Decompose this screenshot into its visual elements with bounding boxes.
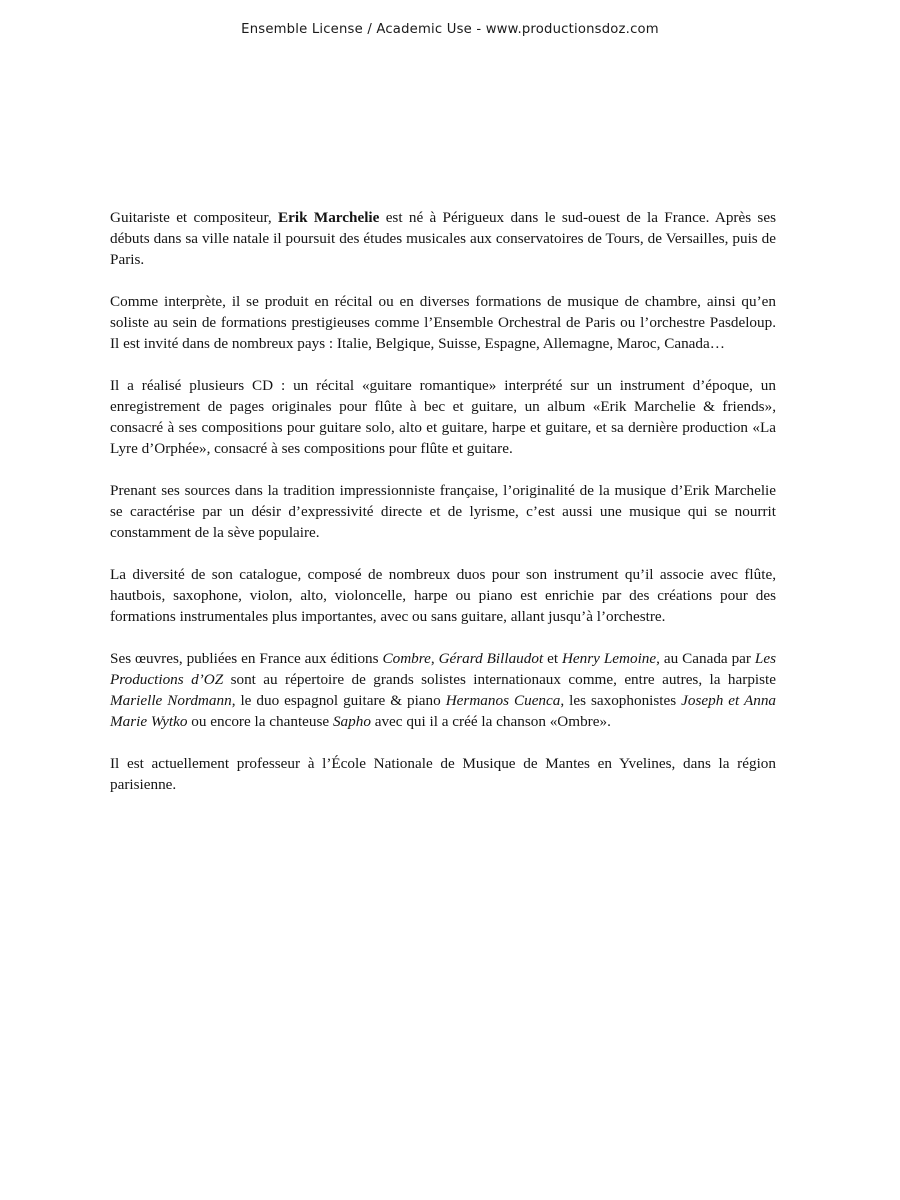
bio-paragraph-recordings: Il a réalisé plusieurs CD : un récital «guitare romantique» interprété sur un instrument d’époque, un enregistrement de pages originales pour flûte à bec et guitare, un album «Erik Marchelie & friends», consacré à ses compositions pour guitare solo, alto et guitare, harpe et guitare, et sa dernière production «La Lyre d’Orphée», consacré à ses compositions pour flûte et guitare.	[110, 377, 776, 457]
bio-paragraph-origins	[110, 207, 776, 270]
bio-paragraph-style: Prenant ses sources dans la tradition impressionniste française, l’originalité de la musique d’Erik Marchelie se caractérise par un désir d’expressivité directe et de lyrisme, c’est aussi une musique qui se nourrit constamment de la sève populaire.	[110, 482, 776, 541]
publisher-name: Les Productions d’OZ	[110, 650, 776, 688]
text: Ses œuvres, publiées en France aux éditions	[110, 650, 383, 667]
performer-name: Hermanos Cuenca	[445, 692, 561, 709]
text: ou encore la chanteuse	[187, 713, 333, 730]
performer-name: Sapho	[332, 713, 371, 730]
publisher-name: Gérard Billaudot	[438, 650, 544, 667]
bio-paragraph-performer: Comme interprète, il se produit en récital ou en diverses formations de musique de chambre, ainsi qu’en soliste au sein de formations prestigieuses comme l’Ensemble Orchestral de Paris ou l’orchestre Pasdeloup. Il est invité dans de nombreux pays : Italie, Belgique, Suisse, Espagne, Allemagne, Maroc, Canada…	[110, 293, 776, 352]
bio-paragraph-catalogue: La diversité de son catalogue, composé de nombreux duos pour son instrument qu’il associe avec flûte, hautbois, saxophone, violon, alto, violoncelle, harpe ou piano est enrichie par des créations pour des formations instrumentales plus importantes, avec ou sans guitare, allant jusqu’à l’orchestre.	[110, 566, 776, 625]
performer-name: Joseph et Anna Marie Wytko	[110, 692, 777, 730]
text: avec qui il a créé la chanson «Ombre».	[370, 713, 611, 730]
text: et	[543, 650, 562, 667]
license-header: Ensemble License / Academic Use - www.productionsdoz.com	[241, 22, 659, 37]
text: ,	[430, 650, 439, 667]
text: , le duo espagnol guitare & piano	[231, 692, 446, 709]
publisher-name: Henry Lemoine	[561, 650, 657, 667]
publisher-name: Combre	[382, 650, 431, 667]
text: Guitariste et compositeur,	[110, 209, 279, 226]
text: est né à Périgueux dans le sud-ouest de la France. Après ses débuts dans sa ville natale il poursuit des études musicales aux conservatoires de Tours, de Versailles, puis de Paris.	[110, 209, 776, 268]
bio-paragraph-publishers	[110, 648, 776, 732]
text: , au Canada par	[656, 650, 755, 667]
text: sont au répertoire de grands solistes internationaux comme, entre autres, la harpiste	[223, 671, 776, 688]
composer-name: Erik Marchelie	[278, 209, 380, 226]
text: , les saxophonistes	[560, 692, 682, 709]
bio-paragraph-teaching: Il est actuellement professeur à l’École Nationale de Musique de Mantes en Yvelines, dans la région parisienne.	[110, 755, 776, 793]
performer-name: Marielle Nordmann	[110, 692, 232, 709]
biography-text	[110, 207, 776, 795]
